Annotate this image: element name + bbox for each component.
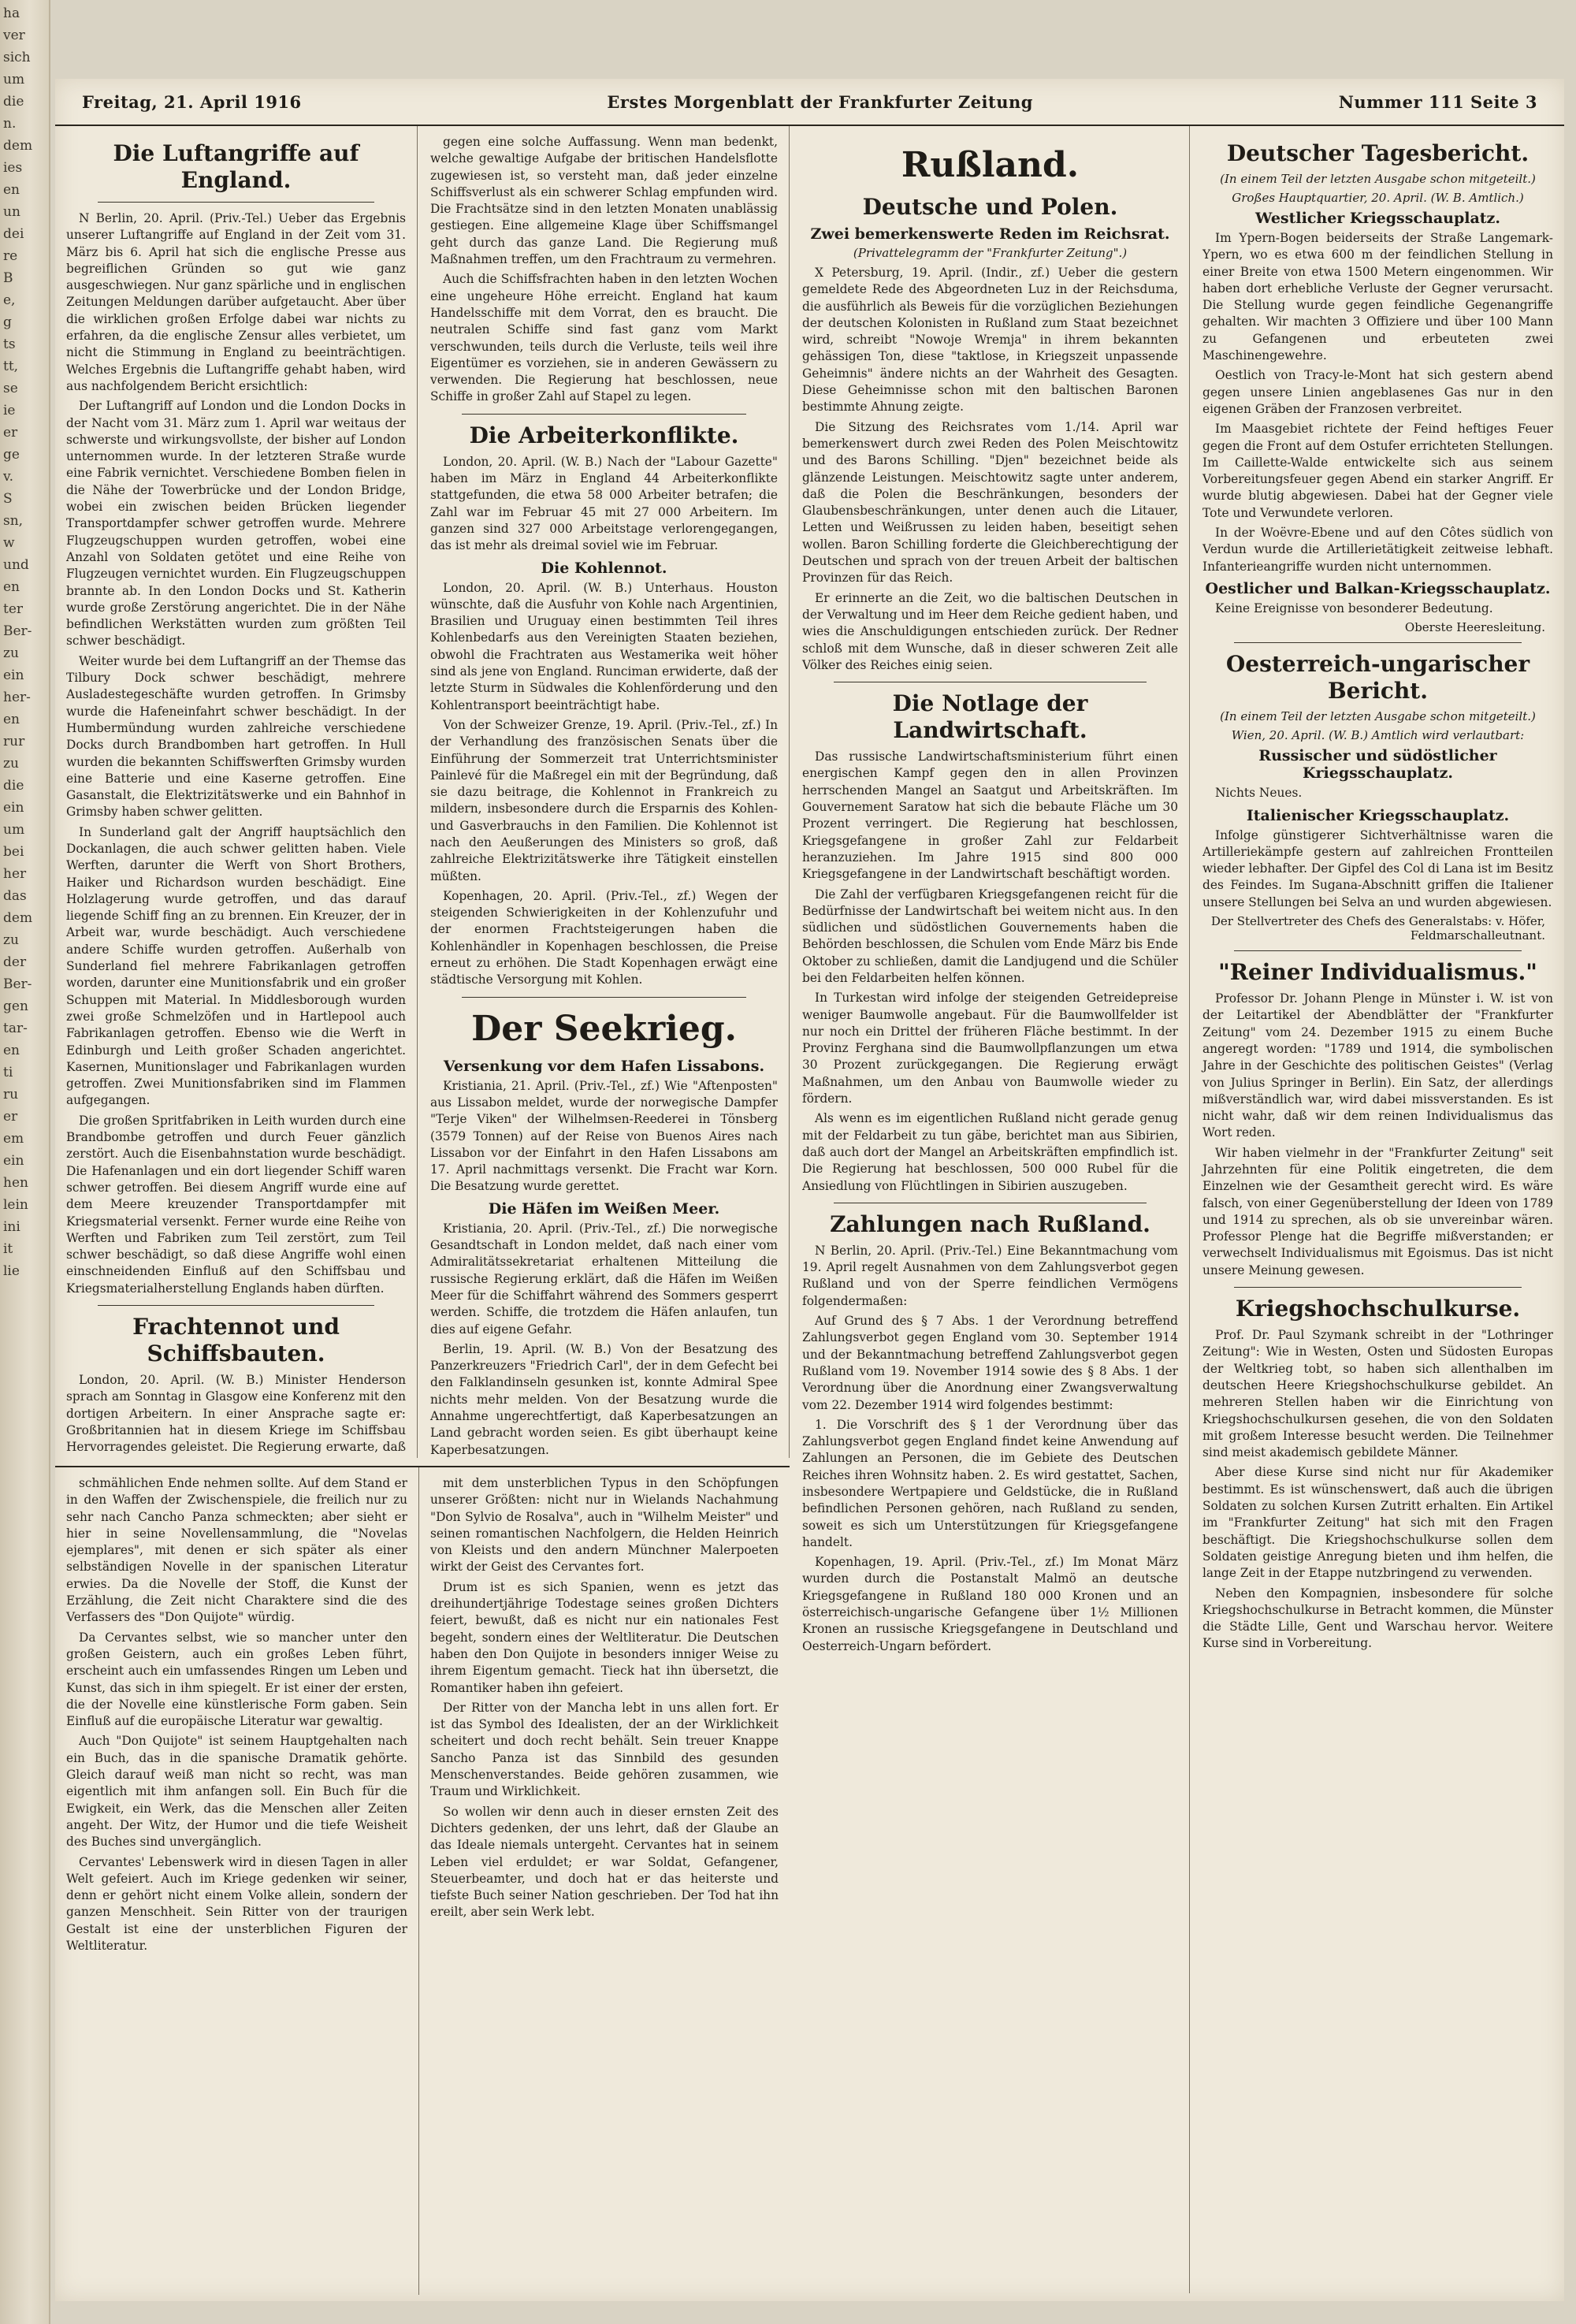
report-caption: (In einem Teil der letzten Ausgabe schon mitgeteilt.) <box>1220 709 1536 724</box>
adjacent-page-fragment: dei <box>3 226 24 242</box>
article-paragraph: Von der Schweizer Grenze, 19. April. (Priv.-Tel., zf.) In der Verhandlung des französischen Senats über die Einführung der Sommerzeit trat Unterrichtsminister Painlevé für die Maßregel ein mit der Begründung, daß sie dazu beitrage, die Kohlennot in Frankreich zu mildern, insbesondere durch die Ersparnis des Kohlen- und Gasverbrauchs in den Familien. Die Kohlennot ist nach den Aeußerungen des Ministers so groß, daß zahlreiche Elektrizitätswerke ihre Tätigkeit einstellen müßten. <box>430 717 778 883</box>
adjacent-page-fragment: er <box>3 1109 18 1125</box>
adjacent-page-fragment: en <box>3 1043 20 1058</box>
article-paragraph: Die großen Spritfabriken in Leith wurden durch eine Brandbombe getroffen und durch Feuer gänzlich zerstört. Auch die Eisenbahnstation wurde beschädigt. Die Hafenanlagen und ein dort liegender Schiff waren schwer getroffen. Bei diesem Angriff wurde eine auf dem Meere kreuzender Transportdampfer mit Kriegsmaterial versenkt. Ferner wurde eine Reihe von Werften und Fabriken zum Teil zerstört, zum Teil schwer beschädigt, so daß diese Angriffe wohl einen einschneidenden Einfluß auf den Schiffsbau und Kriegsmaterialherstellung Englands haben dürften. <box>66 1113 406 1296</box>
article-paragraph: Die Sitzung des Reichsrates vom 1./14. April war bemerkenswert durch zwei Reden des Polen Meischtowitz und des Barons Schilling. "Djen" bezeichnet beide als glänzende Leistungen. Meischtowitz sagte unter anderem, daß die Polen die Beschränkungen, besonders der Glaubensbeschränkungen, unter denen auch die Litauer, Letten und Weißrussen zu leiden haben, beseitigt sehen wollen. Baron Schilling forderte die Gleichberechtigung der Deutschen und sprach von der treuen Arbeit der baltischen Provinzen für das Reich. <box>802 419 1178 586</box>
subheadline-coal-shortage: Die Kohlennot. <box>541 559 667 577</box>
subheadline-eastern-front: Oestlicher und Balkan-Kriegsschauplatz. <box>1205 579 1551 597</box>
adjacent-page-fragment: en <box>3 712 20 727</box>
subheadline-russian-front: Russischer und südöstlicher Kriegsschauplatz. <box>1258 747 1497 783</box>
article-paragraph: London, 20. April. (W. B.) Nach der "Labour Gazette" haben im März in England 44 Arbeiterkonflikte stattgefunden, die etwa 58 000 Arbeiter betrafen; die Zahl war im Februar 45 mit 27 000 Arbeitern. Im ganzen sind 327 000 Arbeitstage verlorengegangen, das ist mehr als dreimal soviel wie im Februar. <box>430 454 778 553</box>
adjacent-page-fragment: se <box>3 381 18 396</box>
adjacent-page-fragment: das <box>3 888 27 904</box>
article-paragraph: Nichts Neues. <box>1215 786 1303 801</box>
adjacent-page-fragment: gen <box>3 998 28 1014</box>
article-paragraph: N Berlin, 20. April. (Priv.-Tel.) Eine Bekanntmachung vom 19. April regelt Ausnahmen von dem Zahlungsverbot gegen Rußland und von der Sperre feindlichen Vermögens folgendermaßen: <box>802 1243 1178 1308</box>
adjacent-page-fragment: her- <box>3 690 31 705</box>
article-paragraph: Kristiania, 20. April. (Priv.-Tel., zf.) Die norwegische Gesandtschaft in London meldet, daß nach einer vom Admiralitätssekretariat erhaltenen Mitteilung die russische Regierung erklärt, daß die Häfen im Weißen Meer für die Schiffahrt während des Sommers gesperrt werden. Schiffe, die trotzdem die Häfen anlaufen, tun dies auf eigene Gefahr. <box>430 1221 778 1337</box>
adjacent-page-fragment: ver <box>3 28 25 43</box>
masthead-title: Erstes Morgenblatt der Frankfurter Zeitung <box>607 91 1033 112</box>
article-columns <box>55 126 1564 2293</box>
masthead <box>55 79 1564 126</box>
adjacent-page-fragment: en <box>3 182 20 198</box>
report-signature: Oberste Heeresleitung. <box>1404 620 1545 635</box>
adjacent-page-fragment: w <box>3 535 15 551</box>
article-paragraph: So wollen wir denn auch in dieser ernsten Zeit des Dichters gedenken, der uns lehrt, daß der Glaube an das Ideale niemals untergeht. Cervantes hat in seinem Leben viel erduldet; er war Soldat, Gefangener, Steuerbeamter, und doch hat er das heiterste und tiefste Buch seiner Nation geschrieben. Der Tod hat ihn ereilt, aber sein Werk lebt. <box>430 1804 779 1920</box>
article-paragraph: Auch "Don Quijote" ist seinem Hauptgehalten nach ein Buch, das in die spanische Dramatik gehörte. Gleich darauf weiß man nicht so recht, was man eigentlich mit ihm anfangen soll. Ein Buch für die Ewigkeit, ein Werk, das die Menschen aller Zeiten angeht. Der Witz, der Humor und die tiefe Weisheit des Buches sind unvergänglich. <box>66 1734 407 1850</box>
headline-russia: Rußland. <box>901 145 1080 185</box>
headline-payments-russia: Zahlungen nach Rußland. <box>830 1210 1150 1237</box>
article-paragraph: Keine Ereignisse von besonderer Bedeutung. <box>1215 601 1493 615</box>
telegram-caption: (Privattelegramm der "Frankfurter Zeitung".) <box>853 246 1128 260</box>
adjacent-page-fragment: sn, <box>3 513 24 529</box>
adjacent-page-fragment: hen <box>3 1175 28 1191</box>
subheadline-western-front: Westlicher Kriegsschauplatz. <box>1255 210 1500 227</box>
adjacent-page-fragment: lein <box>3 1197 28 1213</box>
headline-german-daily-report: Deutscher Tagesbericht. <box>1226 140 1530 166</box>
headline-air-raids: Die Luftangriffe auf England. <box>113 140 359 193</box>
adjacent-page-fragment: um <box>3 72 25 87</box>
article-paragraph: Die Zahl der verfügbaren Kriegsgefangenen reicht für die Bedürfnisse der Landwirtschaft bei weitem nicht aus. In den südlichen und südöstlichen Gouvernements haben die Behörden beschlossen, die Schulen vom Ende März bis Ende Oktober zu schließen, damit die Landjugend und die Schüler bei den Feldarbeiten helfen können. <box>802 887 1178 985</box>
subheadline-white-sea: Die Häfen im Weißen Meer. <box>488 1199 720 1218</box>
headline-pure-individualism: "Reiner Individualismus." <box>1218 959 1537 986</box>
adjacent-page-fragment: ti <box>3 1065 13 1080</box>
adjacent-page-fragment: ge <box>3 447 20 463</box>
adjacent-page-fragment: ter <box>3 601 24 617</box>
report-caption: (In einem Teil der letzten Ausgabe schon mitgeteilt.) <box>1220 172 1536 186</box>
adjacent-page-fragment: e, <box>3 292 16 308</box>
headline-agriculture: Die Notlage der Landwirtschaft. <box>892 690 1088 744</box>
article-paragraph: N Berlin, 20. April. (Priv.-Tel.) Ueber das Ergebnis unserer Luftangriffe auf England in der Zeit vom 31. März bis 6. April hat sich die englische Presse aus begreiflichen Gründen so gut wie ganz ausgeschwiegen. Nur ganz spärliche und in englischen Zeitungen Meldungen darüber aufgetaucht. Aber über die wirklichen großen Erfolge dabei war nichts zu erfahren, da die englische Zensur alles verbietet, um nicht die Stimmung in England zu beeinträchtigen. Welches Ergebnis die Luftangriffe gehabt haben, wird aus nachfolgendem Bericht ersichtlich: <box>66 211 406 393</box>
adjacent-page-fragment: sich <box>3 50 31 65</box>
article-paragraph: Das russische Landwirtschaftsministerium führt einen energischen Kampf gegen den in allen Provinzen herrschenden Mangel an Saatgut und Arbeitskräften. Im Gouvernement Saratow hat sich die bebaute Fläche um 30 Prozent verringert. Die Regierung hat beschlossen, Kriegsgefangene in großer Zahl zur Feldarbeit heranzuziehen. Im Jahre 1915 sind 800 000 Kriegsgefangene in der Landwirtschaft beschäftigt worden. <box>802 749 1178 882</box>
adjacent-page-fragment: ha <box>3 6 20 21</box>
article-paragraph: Infolge günstigerer Sichtverhältnisse waren die Artilleriekämpfe gestern auf zahlreichen Frontteilen wieder lebhafter. Der Gipfel des Col di Lana ist im Besitz des Feindes. Im Sugana-Abschnitt griffen die Italiener unsere Stellungen bei Selva an und wurden abgewiesen. <box>1202 827 1553 909</box>
article-paragraph: Wir haben vielmehr in der "Frankfurter Zeitung" seit Jahrzehnten für eine Politik eingetreten, die dem Einzelnen wie der Gesamtheit gerecht wird. Es wäre falsch, von einer Gegenüberstellung der Ideen von 1789 und 1914 zu sprechen, als ob sie unvereinbar wären. Professor Plenge hat die Begriffe mißverstanden; er verwechselt Individualismus mit Egoismus. Das ist nicht unsere Meinung gewesen. <box>1202 1145 1553 1277</box>
adjacent-page-fragment: g <box>3 314 12 330</box>
article-paragraph: Weiter wurde bei dem Luftangriff an der Themse das Tilbury Dock schwer beschädigt, mehrere Ausladestegeschäfte wurden getroffen. In Grimsby wurde die Hafeneinfahrt schwer beschädigt. In der Humbermündung wurden zahlreiche verschiedene Docks durch Brandbomben hart getroffen. In Hull wurden die bekannten Schiffswerften Grimsby wurden eine Batterie und eine Kaserne getroffen. Eine Gasanstalt, die Elektrizitätswerke und ein Bahnhof in Grimsby haben schwer gelitten. <box>66 653 406 820</box>
article-paragraph: Auch die Schiffsfrachten haben in den letzten Wochen eine ungeheure Höhe erreicht. England hat kaum Handelsschiffe mit dem Vorrat, den es braucht. Die neutralen Schiffe sind fast ganz vom Markt verschwunden, teils durch die Verluste, teils weil ihre Eigentümer es vorziehen, sie in anderen Gewässern zu verwenden. Die Regierung hat beschlossen, neue Schiffe in großer Zahl auf Stapel zu legen. <box>430 272 778 404</box>
divider <box>1234 642 1522 643</box>
article-paragraph: London, 20. April. (W. B.) Unterhaus. Houston wünschte, daß die Ausfuhr von Kohle nach Argentinien, Brasilien und Uruguay einen bestimmten Teil ihres Kohlenbedarfs aus den Vereinigten Staaten beziehen, obwohl die Frachtraten aus Westamerika weit höher sind als jene von England. Runciman erwiderte, daß der letzte Sturm in Südwales die Kohlenförderung und den Kohlentransport beeinträchtigt habe. <box>430 580 778 712</box>
article-paragraph: X Petersburg, 19. April. (Indir., zf.) Ueber die gestern gemeldete Rede des Abgeordneten Luz in der Reichsduma, die ausführlich als Beweis für die vorzüglichen Beziehungen der deutschen Kolonisten in Rußland zum Staat bezeichnet wird, schreibt "Nowoje Wremja" in ihrem bekannten gehässigen Ton, diese "taktlose, in Kriegszeit unpassende Geheimnis" ändere nichts an der Wahrheit des Gesagten. Diese Geheimnisse schon mit den baltischen Baronen bestimmte Ahnung zeigte. <box>802 266 1178 415</box>
adjacent-page-fragment: it <box>3 1241 13 1257</box>
adjacent-page-fragment: un <box>3 204 20 220</box>
adjacent-page-fragment: die <box>3 94 24 110</box>
adjacent-page-fragment: zu <box>3 756 19 772</box>
feuilleton-section <box>55 1466 790 2295</box>
masthead-page-number: Nummer 111 Seite 3 <box>1338 91 1537 112</box>
article-paragraph: Berlin, 19. April. (W. B.) Von der Besatzung des Panzerkreuzers "Friedrich Carl", der in dem Gefecht bei den Falklandinseln gesunken ist, konnte Admiral Spee nichts mehr melden. Von der Besatzung wurde die Annahme ungerechtfertigt, daß Kaperbesatzungen an Land gebracht worden seien. Es gibt überhaupt keine Kaperbesatzungen. <box>430 1341 778 1457</box>
divider <box>1234 950 1522 951</box>
divider <box>462 414 746 415</box>
subheadline-germans-poles: Deutsche und Polen. <box>862 194 1118 220</box>
divider <box>98 202 374 203</box>
adjacent-page-fragment: die <box>3 778 24 794</box>
article-paragraph: Als wenn es im eigentlichen Rußland nicht gerade genug mit der Feldarbeit zu tun gäbe, berichtet man aus Sibirien, daß auch dort der Mangel an Arbeitskräften empfindlich ist. Die Regierung hat beschlossen, 500 000 Rubel für die Ansiedlung von Flüchtlingen in Sibirien auszugeben. <box>802 1111 1178 1193</box>
article-paragraph: Kristiania, 21. April. (Priv.-Tel., zf.) Wie "Aftenposten" aus Lissabon meldet, wurde der norwegische Dampfer "Terje Viken" der Wilhelmsen-Reederei in Tönsberg (3579 Tonnen) auf der Reise von Buenos Aires nach Lissabon vor der Einfahrt in den Hafen Lissabons am 17. April nachmittags versenkt. Die Fracht war Korn. Die Besatzung wurde gerettet. <box>430 1078 778 1194</box>
article-paragraph: Aber diese Kurse sind nicht nur für Akademiker bestimmt. Es ist wünschenswert, daß auch die übrigen Soldaten zu solchen Kursen Zutritt erhalten. Ein Artikel im "Frankfurter Zeitung" hat sich mit den Fragen beschäftigt. Die Kriegshochschulkurse sollen dem Soldaten geistige Anregung bieten und ihm helfen, die lange Zeit in der Etappe nutzbringend zu verwenden. <box>1202 1465 1553 1581</box>
adjacent-page-fragment: tar- <box>3 1021 28 1036</box>
adjacent-page-fragment: bei <box>3 844 24 860</box>
adjacent-page-fragment: um <box>3 822 25 838</box>
article-paragraph: schmählichen Ende nehmen sollte. Auf dem Stand er in den Waffen der Zwischenspiele, die freilich nur zu sehr nach Cancho Panza schmeckten; aber sieht er hier in seine Novellensammlung, die "Novelas ejemplares", mit denen er sich später als einer selbständigen Novelle in der spanischen Literatur erwies. Da die Novelle der Stoff, die Kunst der Erzählung, die Zeit nicht Charaktere sind die des Verfassers des "Don Quijote" würdig. <box>66 1476 407 1625</box>
adjacent-page-fragment: er <box>3 425 18 441</box>
article-paragraph: Professor Dr. Johann Plenge in Münster i. W. ist von der Leitartikel der Abendblätter der "Frankfurter Zeitung" vom 24. Dezember 1915 zu einem Buche angeregt worden: "1789 und 1914, die symbolischen Jahre in der Geschichte des politischen Geistes" (Verlag von Julius Springer in Berlin). Ein Satz, der allerdings mißverständlich war, wird dabei missverstanden. Es ist nicht wahr, daß wir dem reinen Individualismus das Wort reden. <box>1202 991 1553 1140</box>
divider <box>462 997 746 998</box>
column-2 <box>419 126 790 1458</box>
adjacent-page-fragment: ie <box>3 403 16 418</box>
adjacent-page-fragment: ini <box>3 1219 20 1235</box>
adjacent-page-fragment: em <box>3 1131 24 1147</box>
headline-war-university-courses: Kriegshochschulkurse. <box>1235 1296 1521 1322</box>
subheadline-italian-front: Italienischer Kriegsschauplatz. <box>1246 806 1510 824</box>
adjacent-page-fragment: her <box>3 866 27 882</box>
dateline: Wien, 20. April. (W. B.) Amtlich wird verlautbart: <box>1231 728 1525 743</box>
article-paragraph: In Turkestan wird infolge der steigenden Getreidepreise weniger Baumwolle angebaut. Für die Baumwollfelder ist nur noch ein Drittel der früheren Fläche bestimmt. In der Provinz Ferghana sind die Baumwollpflanzungen um etwa 30 Prozent zurückgegangen. Die Regierung erwägt Maßnahmen, um den Anbau von Baumwolle wieder zu fördern. <box>802 991 1178 1106</box>
adjacent-page-fragment: ies <box>3 160 23 176</box>
headline-naval-war: Der Seekrieg. <box>471 1008 737 1049</box>
adjacent-page-fragment: zu <box>3 932 19 948</box>
feuilleton-column-1 <box>55 1467 419 2295</box>
article-paragraph: Prof. Dr. Paul Szymank schreibt in der "Lothringer Zeitung": Wie in Westen, Osten und Südosten Europas der Weltkrieg tobt, so haben sich allenthalben im deutschen Heere Kriegshochschulkurse gebildet. An mehreren Stellen haben wir die Einrichtung von Kriegshochschulkursen gesehen, die von den Soldaten mit großem Interesse besucht werden. Die Teilnehmer sind meist akademisch gebildete Männer. <box>1202 1328 1553 1460</box>
adjacent-page-fragment: ein <box>3 667 24 683</box>
article-paragraph: Der Luftangriff auf London und die London Docks in der Nacht vom 31. März zum 1. April war weitaus der schwerste und wirkungsvollste, der bisher auf London unternommen wurde. In der letzteren Straße wurde eine Fabrik vernichtet. Verschiedene Bomben fielen in die Nähe der Towerbrücke und der London Bridge, wobei ein zwischen beiden Brücken liegender Transportdampfer schwer getroffen wurde. Mehrere Flugzeugschuppen wurden getroffen, wobei eine Anzahl von Soldaten getötet und eine Reihe von Flugzeugen vernichtet wurden. Ein Flugzeugschuppen brannte ab. In den London Docks und St. Katherin wurde große Zerstörung angerichtet. Die in der Nähe befindlichen Werkstätten wurden zum größten Teil schwer beschädigt. <box>66 399 406 649</box>
adjacent-page-fragment: tt, <box>3 359 19 374</box>
divider <box>98 1305 374 1306</box>
article-paragraph: Auf Grund des § 7 Abs. 1 der Verordnung betreffend Zahlungsverbot gegen England vom 30. September 1914 und der Bekanntmachung betreffend Zahlungsverbot gegen Rußland vom 19. November 1914 sowie des § 8 Abs. 1 der Verordnung über die Anordnung einer Zwangsverwaltung vom 22. Dezember 1914 wird folgendes bestimmt: <box>802 1314 1178 1412</box>
adjacent-page-fragment: ru <box>3 1087 19 1103</box>
article-paragraph: Er erinnerte an die Zeit, wo die baltischen Deutschen in der Verwaltung und im Heer dem Reiche gedient haben, und wies die Anschuldigungen entschieden zurück. Der Redner schloß mit dem Wunsche, daß in dieser schweren Zeit alle Völker des Reiches einig seien. <box>802 590 1178 672</box>
adjacent-page-fragment: re <box>3 248 18 264</box>
feuilleton-column-2 <box>419 1467 790 2295</box>
article-paragraph: Neben den Kompagnien, insbesondere für solche Kriegshochschulkurse in Betracht kommen, die Münster die Städte Lille, Gent und Warschau hervor. Weitere Kurse sind in Vorbereitung. <box>1202 1586 1553 1651</box>
adjacent-page-fragment: S <box>3 491 13 507</box>
subheadline-reichsrat: Zwei bemerkenswerte Reden im Reichsrat. <box>810 225 1170 243</box>
adjacent-page-fragment: ts <box>3 337 16 352</box>
masthead-date: Freitag, 21. April 1916 <box>82 91 302 112</box>
adjacent-page-edge <box>0 0 50 2324</box>
article-paragraph: 1. Die Vorschrift des § 1 der Verordnung über das Zahlungsverbot gegen England findet keine Anwendung auf Zahlungen an Personen, die im Gebiete des Deutschen Reiches ihren Wohnsitz haben. 2. Es wird gestattet, Sachen, insbesondere Wertpapiere und Geldstücke, die in Rußland befindlichen Personen gehören, nach Rußland zu senden, soweit es sich um Unterstützungen für Kriegsgefangene handelt. <box>802 1417 1178 1549</box>
adjacent-page-fragment: n. <box>3 116 17 132</box>
dateline: Großes Hauptquartier, 20. April. (W. B. Amtlich.) <box>1232 191 1524 205</box>
article-paragraph: In der Woëvre-Ebene und auf den Côtes südlich von Verdun wurde die Artillerietätigkeit zeitweise lebhaft. Infanterieangriffe wurden nicht unternommen. <box>1202 526 1553 574</box>
article-paragraph: Der Ritter von der Mancha lebt in uns allen fort. Er ist das Symbol des Idealisten, der an der Wirklichkeit scheitert und doch recht behält. Sein treuer Knappe Sancho Panza ist das Sinnbild des gesunden Menschenverstandes. Beide gehören zusammen, wie Traum und Wirklichkeit. <box>430 1700 779 1799</box>
article-paragraph: Oestlich von Tracy-le-Mont hat sich gestern abend gegen unsere Linien angeblasenes Gas nur in den eigenen Gräben der Franzosen verbreitet. <box>1202 368 1553 416</box>
adjacent-page-fragment: v. <box>3 469 13 485</box>
headline-austro-hungarian-report: Oesterreich-ungarischer Bericht. <box>1225 651 1530 705</box>
adjacent-page-fragment: ein <box>3 1153 24 1169</box>
adjacent-page-fragment: zu <box>3 645 19 661</box>
divider <box>1234 1287 1522 1288</box>
article-paragraph: Cervantes' Lebenswerk wird in diesen Tagen in aller Welt gefeiert. Auch im Kriege gedenken wir seiner, denn er gehört nicht einem Volke allein, sondern der ganzen Menschheit. Sein Ritter von der traurigen Gestalt ist eine der unsterblichen Figuren der Weltliteratur. <box>66 1854 407 1954</box>
adjacent-page-fragment: B <box>3 270 13 286</box>
article-paragraph: In Sunderland galt der Angriff hauptsächlich den Dockanlagen, die auch schwer gelitten haben. Viele Werften, darunter die Werft von Short Brothers, Haiker und Richardson wurden beschädigt. Eine Holzlagerung wurde getroffen, und das darauf liegende Schiff fing an zu brennen. Ein Kreuzer, der in Arbeit war, wurde beschädigt. Auch verschiedene andere Schiffe wurden getroffen. Außerhalb von Sunderland fiel mehrere Fabrikanlagen getroffen worden, darunter eine Munitionsfabrik und ein großer Schuppen mit Material. In Middlesborough wurden zwei große Schmelzöfen und in Hartlepool auch Fabrikanlagen getroffen. Ebenso wie die Werft in Edinburgh und Leith großer Schaden angerichtet. Kasernen, Munitionslager und Fabrikanlagen wurden getroffen. Zwei Munitionsfabriken sind im Flammen aufgegangen. <box>66 824 406 1108</box>
column-1 <box>55 126 418 1458</box>
adjacent-page-fragment: rur <box>3 734 25 749</box>
adjacent-page-fragment: ein <box>3 800 24 816</box>
adjacent-page-fragment: Ber- <box>3 976 32 992</box>
adjacent-page-fragment: dem <box>3 910 33 926</box>
column-4 <box>1191 126 1564 2293</box>
article-paragraph: London, 20. April. (W. B.) Minister Henderson sprach am Sonntag in Glasgow eine Konferenz mit den dortigen Arbeitern. In einer Ansprache sagte er: Großbritannien hat in diesem Kriege im Schiffsbau Hervorragendes geleistet. Die Regierung erwarte, daß <box>66 1373 406 1455</box>
article-paragraph: Drum ist es sich Spanien, wenn es jetzt das dreihundertjährige Todestage seines großen Dichters feiert, bewußt, daß es nicht nur ein nationales Fest begeht, sondern eines der Weltliteratur. Die Deutschen haben den Don Quijote in besonders inniger Weise zu ihrem Eigentum gemacht. Tieck hat ihn übersetzt, die Romantiker haben ihn gefeiert. <box>430 1579 779 1695</box>
adjacent-page-fragment: und <box>3 557 29 573</box>
adjacent-page-fragment: Ber- <box>3 623 32 639</box>
headline-freight-shortage: Frachtennot und Schiffsbauten. <box>132 1314 340 1367</box>
article-paragraph: Im Maasgebiet richtete der Feind heftiges Feuer gegen die Front auf dem Ostufer errichteten Stellungen. Im Caillette-Walde entwickelte sich aus seinem Vorbereitungsfeuer gegen Abend ein starker Angriff. Er wurde blutig abgewiesen. Dabei hat der Gegner viele Tote und Verwundete verloren. <box>1202 422 1553 520</box>
column-3 <box>791 126 1190 2293</box>
adjacent-page-fragment: en <box>3 579 20 595</box>
article-paragraph: Da Cervantes selbst, wie so mancher unter den großen Geistern, auch ein großes Leben führt, erscheint auch ein umfassendes Ringen um Leben und Kunst, das sich in ihm spiegelt. Er ist einer der ersten, die der Novelle eine künstlerische Form gaben. Sein Einfluß auf die europäische Literatur war gewaltig. <box>66 1630 407 1729</box>
adjacent-page-fragment: der <box>3 954 27 970</box>
subheadline-lisbon: Versenkung vor dem Hafen Lissabons. <box>443 1057 765 1075</box>
adjacent-page-fragment: dem <box>3 138 33 154</box>
article-paragraph: Im Ypern-Bogen beiderseits der Straße Langemark-Ypern, wo es etwa 600 m der feindlichen Stellung in einer Breite von etwa 1500 Metern eingenommen. Wir haben dort erhebliche Verluste der Gegner verursacht. Die Stellung wurde gegen feindliche Gegenangriffe gehalten. Wir machten 3 Offiziere und über 100 Mann zu Gefangenen und erbeuteten zwei Maschinengewehre. <box>1202 231 1553 363</box>
article-paragraph: Kopenhagen, 20. April. (Priv.-Tel., zf.) Wegen der steigenden Schwierigkeiten in der Kohlenzufuhr und der enormen Frachtsteigerungen haben die Kohlenhändler in Kopenhagen beschlossen, die Preise erneut zu erhöhen. Die Stadt Kopenhagen erwägt eine städtische Versorgung mit Kohlen. <box>430 888 778 987</box>
article-paragraph: mit dem unsterblichen Typus in den Schöpfungen unserer Größten: nicht nur in Wielands Nachahmung "Don Sylvio de Rosalva", auch in "Wilhelm Meister" und seinen romantischen Nachfolgern, die Helden Heinrich von Kleists und den andern Münchner Malerpoeten wirkt der Geist des Cervantes fort. <box>430 1476 779 1575</box>
report-signature: Der Stellvertreter des Chefs des Generalstabs: v. Höfer, Feldmarschalleutnant. <box>1210 914 1545 943</box>
article-paragraph: gegen eine solche Auffassung. Wenn man bedenkt, welche gewaltige Aufgabe der britischen Handelsflotte zugewiesen ist, so versteht man, daß jeder einzelne Schiffsverlust als ein schwerer Schlag empfunden wird. Die Frachtsätze sind in den letzten Monaten unablässig gestiegen. Eine allgemeine Klage über Schiffsmangel geht durch das ganze Land. Die Regierung muß Maßnahmen treffen, um den Frachtraum zu vermehren. <box>430 135 778 267</box>
headline-labour-conflicts: Die Arbeiterkonflikte. <box>469 422 739 448</box>
adjacent-page-fragment: lie <box>3 1263 20 1279</box>
article-paragraph: Kopenhagen, 19. April. (Priv.-Tel., zf.) Im Monat März wurden durch die Postanstalt Malmö an deutsche Kriegsgefangene in Rußland 180 000 Kronen und an österreichisch-ungarische Gefangene über 1½ Millionen Kronen an russische Kriegsgefangene in Deutschland und Oesterreich-Ungarn befördert. <box>802 1555 1178 1653</box>
